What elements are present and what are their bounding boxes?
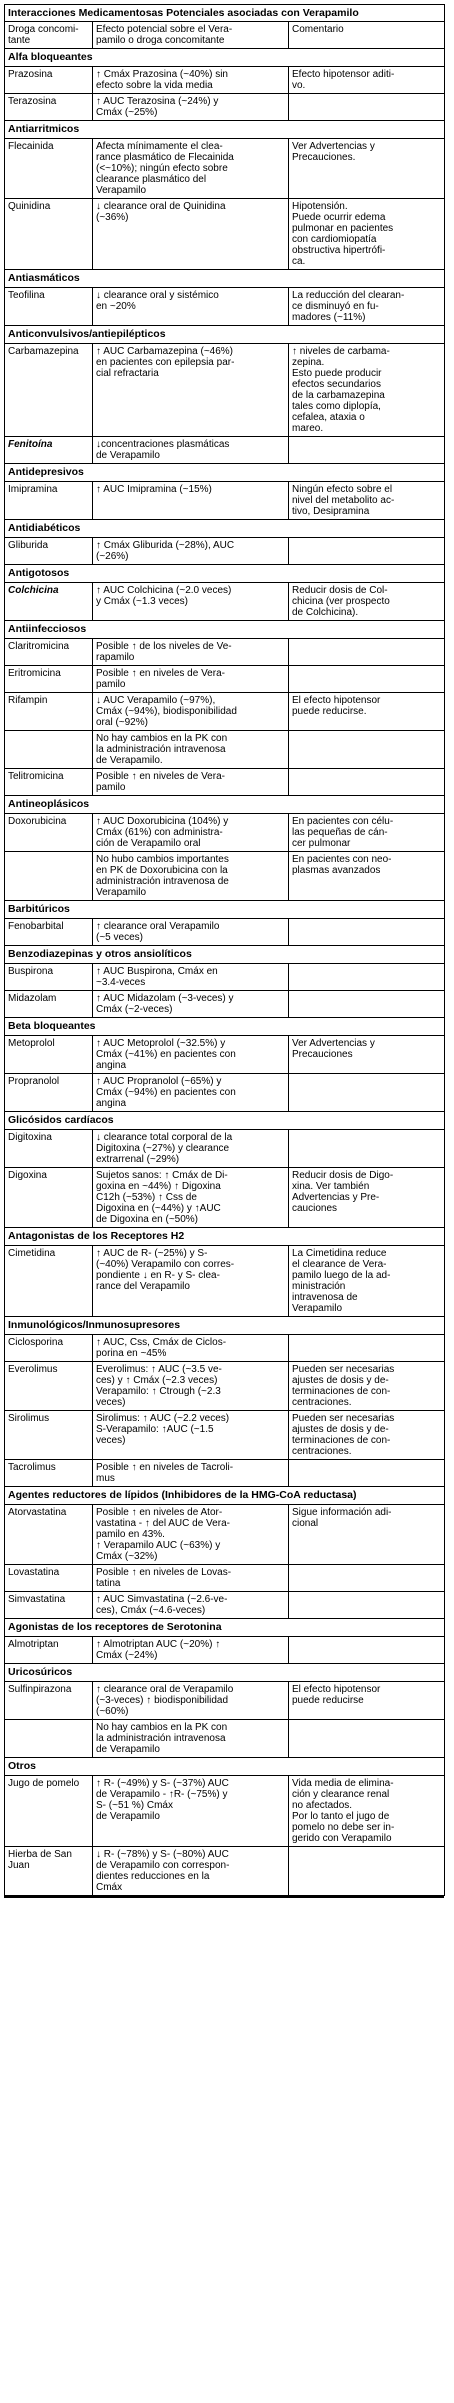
comment-cell — [289, 769, 445, 796]
effect-cell: No hay cambios en la PK con la administración intravenosa de Verapamilo. — [93, 731, 289, 769]
section-header-row — [5, 520, 445, 538]
drug-cell: Prazosina — [5, 67, 93, 94]
section-title: Antiarritmicos — [5, 121, 445, 139]
table-row — [5, 1847, 445, 1896]
section-header-row — [5, 270, 445, 288]
table-row — [5, 139, 445, 199]
drug-cell: Almotriptan — [5, 1637, 93, 1664]
section-header-row — [5, 796, 445, 814]
drug-cell: Imipramina — [5, 482, 93, 520]
table-row — [5, 693, 445, 731]
section-title: Benzodiazepinas y otros ansiolíticos — [5, 946, 445, 964]
effect-cell: Everolimus: ↑ AUC (~3.5 ve- ces) y ↑ Cmáx (~2.3 veces) Verapamilo: ↑ Ctrough (~2.3 veces) — [93, 1362, 289, 1411]
table-row — [5, 1592, 445, 1619]
section-title: Otros — [5, 1758, 445, 1776]
section-title: Inmunológicos/Inmunosupresores — [5, 1317, 445, 1335]
drug-cell: Sirolimus — [5, 1411, 93, 1460]
effect-cell: ↓concentraciones plasmáticas de Verapamilo — [93, 437, 289, 464]
table-row — [5, 1720, 445, 1758]
table-row — [5, 731, 445, 769]
drug-cell: Sulfinpirazona — [5, 1682, 93, 1720]
section-header-row — [5, 1619, 445, 1637]
effect-cell: ↑ AUC Metoprolol (~32.5%) y Cmáx (~41%) en pacientes con angina — [93, 1036, 289, 1074]
drug-cell: Fenobarbital — [5, 919, 93, 946]
section-header-row — [5, 1664, 445, 1682]
table-row — [5, 1246, 445, 1317]
effect-cell: Sirolimus: ↑ AUC (~2.2 veces) S-Verapamilo: ↑AUC (~1.5 veces) — [93, 1411, 289, 1460]
effect-cell: Posible ↑ en niveles de Vera- pamilo — [93, 666, 289, 693]
effect-cell: ↑ Cmáx Gliburida (~28%), AUC (~26%) — [93, 538, 289, 565]
comment-cell — [289, 437, 445, 464]
drug-cell: Gliburida — [5, 538, 93, 565]
comment-cell — [289, 1720, 445, 1758]
comment-cell: Pueden ser necesarias ajustes de dosis y de- terminaciones de con- centraciones. — [289, 1362, 445, 1411]
table-bottom-rule — [4, 1896, 444, 1906]
section-title: Barbitúricos — [5, 901, 445, 919]
effect-cell: ↑ AUC Midazolam (~3-veces) y Cmáx (~2-veces) — [93, 991, 289, 1018]
table-row — [5, 1036, 445, 1074]
comment-cell: La reducción del clearan- ce disminuyó en fu- madores (~11%) — [289, 288, 445, 326]
effect-cell: Posible ↑ de los niveles de Ve- rapamilo — [93, 639, 289, 666]
comment-cell — [289, 666, 445, 693]
table-row — [5, 639, 445, 666]
table-row — [5, 1682, 445, 1720]
drug-cell: Ciclosporina — [5, 1335, 93, 1362]
section-header-row — [5, 946, 445, 964]
comment-cell: Vida media de elimina- ción y clearance renal no afectados. Por lo tanto el jugo de pomelo no debe ser in- gerido con Verapamilo — [289, 1776, 445, 1847]
section-header-row — [5, 1018, 445, 1036]
table-row — [5, 94, 445, 121]
section-title: Antidiabéticos — [5, 520, 445, 538]
effect-cell: ↑ AUC de R- (~25%) y S- (~40%) Verapamilo con corres- pondiente ↓ en R- y S- clea- rance del Verapamilo — [93, 1246, 289, 1317]
comment-cell — [289, 1460, 445, 1487]
table-row — [5, 1776, 445, 1847]
comment-cell — [289, 731, 445, 769]
comment-cell: Hipotensión. Puede ocurrir edema pulmonar en pacientes con cardiomiopatía obstructiva hipertrófi- ca. — [289, 199, 445, 270]
drug-cell: Everolimus — [5, 1362, 93, 1411]
comment-cell: En pacientes con célu- las pequeñas de cán- cer pulmonar — [289, 814, 445, 852]
effect-cell: Posible ↑ en niveles de Vera- pamilo — [93, 769, 289, 796]
comment-cell: El efecto hipotensor puede reducirse. — [289, 693, 445, 731]
effect-cell: ↑ R- (~49%) y S- (~37%) AUC de Verapamilo - ↑R- (~75%) y S- (~51 %) Cmáx de Verapamilo — [93, 1776, 289, 1847]
comment-cell — [289, 964, 445, 991]
effect-cell: No hubo cambios importantes en PK de Doxorubicina con la administración intravenosa de Verapamilo — [93, 852, 289, 901]
comment-cell: Ver Advertencias y Precauciones. — [289, 139, 445, 199]
effect-cell: ↑ AUC Propranolol (~65%) y Cmáx (~94%) en pacientes con angina — [93, 1074, 289, 1112]
comment-cell — [289, 1592, 445, 1619]
drug-cell: Flecainida — [5, 139, 93, 199]
drug-cell: Hierba de San Juan — [5, 1847, 93, 1896]
comment-cell: Reducir dosis de Col- chicina (ver prospecto de Colchicina). — [289, 583, 445, 621]
table-row — [5, 769, 445, 796]
comment-cell — [289, 1335, 445, 1362]
section-header-row — [5, 565, 445, 583]
document — [4, 4, 444, 1906]
table-title: Interacciones Medicamentosas Potenciales asociadas con Verapamilo — [5, 5, 445, 22]
table-row — [5, 1335, 445, 1362]
table-row — [5, 1074, 445, 1112]
table-row — [5, 852, 445, 901]
effect-cell: ↓ clearance oral y sistémico en ~20% — [93, 288, 289, 326]
table-row — [5, 1505, 445, 1565]
drug-cell: Jugo de pomelo — [5, 1776, 93, 1847]
effect-cell: ↑ AUC Buspirona, Cmáx en ~3.4-veces — [93, 964, 289, 991]
table-row — [5, 583, 445, 621]
effect-cell: ↓ AUC Verapamilo (~97%), Cmáx (~94%), biodisponibilidad oral (~92%) — [93, 693, 289, 731]
effect-cell: No hay cambios en la PK con la administración intravenosa de Verapamilo — [93, 1720, 289, 1758]
comment-cell — [289, 639, 445, 666]
drug-cell: Claritromicina — [5, 639, 93, 666]
table-row — [5, 437, 445, 464]
comment-cell: ↑ niveles de carbama- zepina. Esto puede producir efectos secundarios de la carbamazepina tales como diplopía, cefalea, ataxia o mareo. — [289, 344, 445, 437]
table-row — [5, 482, 445, 520]
section-title: Uricosúricos — [5, 1664, 445, 1682]
drug-cell — [5, 852, 93, 901]
section-header-row — [5, 901, 445, 919]
comment-cell — [289, 1847, 445, 1896]
effect-cell: ↑ AUC Terazosina (~24%) y Cmáx (~25%) — [93, 94, 289, 121]
drug-cell: Atorvastatina — [5, 1505, 93, 1565]
section-header-row — [5, 1317, 445, 1335]
drug-cell: Colchicina — [5, 583, 93, 621]
table-row — [5, 1411, 445, 1460]
section-title: Antigotosos — [5, 565, 445, 583]
comment-cell: Pueden ser necesarias ajustes de dosis y de- terminaciones de con- centraciones. — [289, 1411, 445, 1460]
table-row — [5, 538, 445, 565]
effect-cell: Posible ↑ en niveles de Tacroli- mus — [93, 1460, 289, 1487]
drug-cell: Teofilina — [5, 288, 93, 326]
comment-cell: Sigue información adi- cional — [289, 1505, 445, 1565]
table-row — [5, 919, 445, 946]
comment-cell: En pacientes con neo- plasmas avanzados — [289, 852, 445, 901]
section-header-row — [5, 1112, 445, 1130]
table-row — [5, 1362, 445, 1411]
effect-cell: ↑ clearance oral de Verapamilo (~3-veces) ↑ biodisponibilidad (~60%) — [93, 1682, 289, 1720]
drug-cell: Tacrolimus — [5, 1460, 93, 1487]
table-row — [5, 288, 445, 326]
comment-cell — [289, 94, 445, 121]
table-title-row — [5, 5, 445, 22]
section-title: Antagonistas de los Receptores H2 — [5, 1228, 445, 1246]
drug-cell: Cimetidina — [5, 1246, 93, 1317]
section-title: Antiasmáticos — [5, 270, 445, 288]
comment-cell: La Cimetidina reduce el clearance de Vera- pamilo luego de la ad- ministración intravenosa de Verapamilo — [289, 1246, 445, 1317]
comment-cell — [289, 919, 445, 946]
section-title: Antiinfecciosos — [5, 621, 445, 639]
effect-cell: ↓ clearance total corporal de la Digitoxina (~27%) y clearance extrarrenal (~29%) — [93, 1130, 289, 1168]
comment-cell — [289, 1130, 445, 1168]
section-title: Glicósidos cardíacos — [5, 1112, 445, 1130]
table-header-row — [5, 22, 445, 49]
table-row — [5, 991, 445, 1018]
effect-cell: ↑ AUC Imipramina (~15%) — [93, 482, 289, 520]
drug-cell: Simvastatina — [5, 1592, 93, 1619]
drug-cell: Buspirona — [5, 964, 93, 991]
effect-cell: ↓ clearance oral de Quinidina (~36%) — [93, 199, 289, 270]
header-drug: Droga concomi- tante — [5, 22, 93, 49]
drug-cell: Carbamazepina — [5, 344, 93, 437]
section-title: Antidepresivos — [5, 464, 445, 482]
section-header-row — [5, 1487, 445, 1505]
effect-cell: Posible ↑ en niveles de Ator- vastatina - ↑ del AUC de Vera- pamilo en 43%. ↑ Verapamilo AUC (~63%) y Cmáx (~32%) — [93, 1505, 289, 1565]
header-comment: Comentario — [289, 22, 445, 49]
comment-cell: Ver Advertencias y Precauciones — [289, 1036, 445, 1074]
effect-cell: ↑ AUC Simvastatina (~2.6-ve- ces), Cmáx (~4.6-veces) — [93, 1592, 289, 1619]
drug-cell: Doxorubicina — [5, 814, 93, 852]
comment-cell: Reducir dosis de Digo- xina. Ver también Advertencias y Pre- cauciones — [289, 1168, 445, 1228]
comment-cell: Efecto hipotensor aditi- vo. — [289, 67, 445, 94]
comment-cell — [289, 991, 445, 1018]
section-header-row — [5, 326, 445, 344]
drug-cell: Digoxina — [5, 1168, 93, 1228]
comment-cell — [289, 538, 445, 565]
drug-cell: Telitromicina — [5, 769, 93, 796]
drug-cell — [5, 731, 93, 769]
section-header-row — [5, 121, 445, 139]
effect-cell: ↑ clearance oral Verapamilo (~5 veces) — [93, 919, 289, 946]
section-title: Beta bloqueantes — [5, 1018, 445, 1036]
table-row — [5, 1460, 445, 1487]
section-title: Antineoplásicos — [5, 796, 445, 814]
section-header-row — [5, 621, 445, 639]
effect-cell: ↑ Almotriptan AUC (~20%) ↑ Cmáx (~24%) — [93, 1637, 289, 1664]
section-title: Anticonvulsivos/antiepilépticos — [5, 326, 445, 344]
effect-cell: Posible ↑ en niveles de Lovas- tatina — [93, 1565, 289, 1592]
table-row — [5, 1168, 445, 1228]
comment-cell: El efecto hipotensor puede reducirse — [289, 1682, 445, 1720]
effect-cell: ↑ AUC, Css, Cmáx de Ciclos- porina en ~45% — [93, 1335, 289, 1362]
effect-cell: ↑ AUC Carbamazepina (~46%) en pacientes con epilepsia par- cial refractaria — [93, 344, 289, 437]
table-row — [5, 666, 445, 693]
drug-cell: Lovastatina — [5, 1565, 93, 1592]
comment-cell: Ningún efecto sobre el nivel del metabolito ac- tivo, Desipramina — [289, 482, 445, 520]
effect-cell: ↓ R- (~78%) y S- (~80%) AUC de Verapamilo con correspon- dientes reducciones en la Cmáx — [93, 1847, 289, 1896]
drug-cell: Propranolol — [5, 1074, 93, 1112]
table-row — [5, 1130, 445, 1168]
drug-cell: Midazolam — [5, 991, 93, 1018]
table-row — [5, 814, 445, 852]
interactions-table — [4, 4, 445, 1896]
section-header-row — [5, 1758, 445, 1776]
effect-cell: ↑ AUC Colchicina (~2.0 veces) y Cmáx (~1.3 veces) — [93, 583, 289, 621]
effect-cell: ↑ AUC Doxorubicina (104%) y Cmáx (61%) con administra- ción de Verapamilo oral — [93, 814, 289, 852]
table-row — [5, 964, 445, 991]
section-header-row — [5, 1228, 445, 1246]
table-row — [5, 1565, 445, 1592]
section-header-row — [5, 464, 445, 482]
interactions-table-body — [5, 5, 445, 1896]
drug-cell: Eritromicina — [5, 666, 93, 693]
drug-cell — [5, 1720, 93, 1758]
drug-cell: Digitoxina — [5, 1130, 93, 1168]
table-row — [5, 344, 445, 437]
drug-cell: Metoprolol — [5, 1036, 93, 1074]
effect-cell: ↑ Cmáx Prazosina (~40%) sin efecto sobre la vida media — [93, 67, 289, 94]
section-header-row — [5, 49, 445, 67]
drug-cell: Quinidina — [5, 199, 93, 270]
effect-cell: Sujetos sanos: ↑ Cmáx de Di- goxina en ~44%) ↑ Digoxina C12h (~53%) ↑ Css de Digoxina en (~44%) y ↑AUC de Digoxina en (~50%) — [93, 1168, 289, 1228]
section-title: Alfa bloqueantes — [5, 49, 445, 67]
comment-cell — [289, 1565, 445, 1592]
table-row — [5, 199, 445, 270]
header-effect: Efecto potencial sobre el Vera- pamilo o droga concomitante — [93, 22, 289, 49]
table-row — [5, 1637, 445, 1664]
table-row — [5, 67, 445, 94]
drug-cell: Fenitoína — [5, 437, 93, 464]
effect-cell: Afecta mínimamente el clea- rance plasmático de Flecainida (<~10%); ningún efecto sobre clearance plasmático del Verapamilo — [93, 139, 289, 199]
section-title: Agentes reductores de lípidos (Inhibidores de la HMG-CoA reductasa) — [5, 1487, 445, 1505]
section-title: Agonistas de los receptores de Serotonina — [5, 1619, 445, 1637]
comment-cell — [289, 1074, 445, 1112]
drug-cell: Terazosina — [5, 94, 93, 121]
comment-cell — [289, 1637, 445, 1664]
drug-cell: Rifampin — [5, 693, 93, 731]
